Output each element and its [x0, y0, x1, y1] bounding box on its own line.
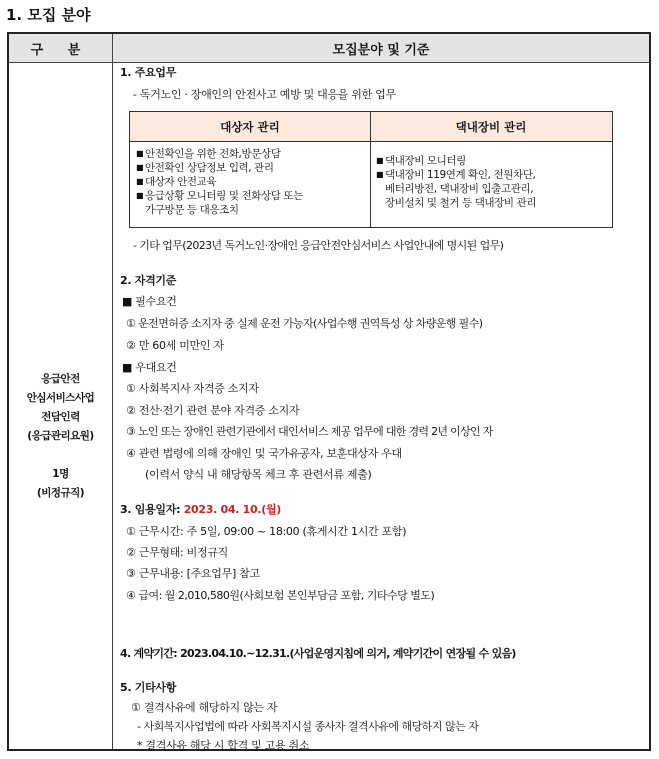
duties-inner-table	[129, 111, 613, 228]
position-line2: 안심서비스사업	[26, 392, 95, 404]
duties-other: - 기타 업무(2023년 독거노인·장애인 응급안전안심서비스 사업안내에 명시된 업무)	[133, 239, 504, 252]
employment-item-1: ① 근무시간: 주 5일, 09:00 ~ 18:00 (휴게시간 1시간 포함)	[126, 525, 407, 538]
other-item-3: * 결격사유 해당 시 합격 및 고용 취소	[137, 739, 310, 752]
employment-item-4: ④ 급여: 월 2,010,580원(사회보험 본인부담금 포함, 기타수당 별도)	[126, 589, 435, 602]
position-count: 1명	[52, 468, 69, 480]
section-heading: 1. 모집 분야	[6, 6, 91, 24]
other-item-1: ① 결격사유에 해당하지 않는 자	[131, 701, 278, 714]
position-line4: (응급관리요원)	[27, 430, 94, 442]
position-line3: 전담인력	[41, 411, 80, 423]
equipment-management-header: 댁내장비 관리	[370, 112, 612, 142]
target-management-list	[136, 147, 368, 217]
preferred-item-1: ① 사회복지사 자격증 소지자	[126, 382, 259, 395]
category-cell	[9, 63, 113, 749]
list-item: ■ 댁내장비 119연계 확인, 전원차단,	[376, 169, 536, 181]
target-management-header: 대상자 관리	[130, 112, 370, 142]
table-header-row	[9, 34, 649, 63]
preferred-item-2: ② 전산·전기 관련 분야 자격증 소지자	[126, 404, 300, 417]
list-item: ■ 안전확인 상담정보 입력, 관리	[136, 162, 274, 174]
list-item: ■ 안전확인을 위한 전화,방문상담	[136, 148, 281, 160]
header-category: 구 분	[9, 34, 113, 62]
required-label: ■ 필수요건	[122, 295, 177, 308]
list-item: ■ 응급상황 모니터링 및 전화상담 또는	[136, 190, 303, 202]
required-item-2: ② 만 60세 미만인 자	[126, 339, 224, 352]
employment-title	[120, 501, 281, 517]
position-info	[9, 370, 112, 503]
duties-intro: - 독거노인 · 장애인의 안전사고 예방 및 대응을 위한 업무	[133, 88, 396, 101]
required-item-1: ① 운전면허증 소지자 중 실제 운전 가능자(사업수행 권역특성 상 차량운행 필수)	[126, 317, 483, 330]
other-title: 5. 기타사항	[120, 681, 177, 694]
list-item: ■ 댁내장비 모니터링	[376, 155, 466, 167]
list-item-continued: 가구방문 등 대응조치	[145, 204, 239, 216]
list-item: ■ 대상자 안전교육	[136, 176, 217, 188]
contract-period: 4. 계약기간: 2023.04.10.~12.31.(사업운영지침에 의거, 계약기간이 연장될 수 있음)	[120, 647, 516, 660]
duties-title: 1. 주요업무	[120, 66, 177, 79]
header-criteria: 모집분야 및 기준	[332, 42, 430, 58]
employment-date: 2023. 04. 10.(월)	[183, 503, 282, 516]
preferred-label: ■ 우대요건	[122, 361, 177, 374]
position-line1: 응급안전	[41, 373, 80, 385]
list-item-continued: 베터리방전, 댁내장비 입출고관리,	[385, 183, 534, 195]
qualifications-note: (이력서 양식 내 해당항목 체크 후 관련서류 제출)	[145, 468, 372, 481]
equipment-management-list	[376, 154, 612, 210]
employment-item-2: ② 근무형태: 비정규직	[126, 546, 228, 559]
employment-item-3: ③ 근무내용: [주요업무] 참고	[126, 567, 260, 580]
preferred-item-3: ③ 노인 또는 장애인 관련기관에서 대인서비스 제공 업무에 대한 경력 2년 이상인 자	[126, 425, 493, 438]
inner-divider	[370, 112, 371, 227]
position-type: (비정규직)	[36, 487, 85, 499]
employment-title-label: 3. 임용일자:	[120, 503, 184, 516]
qualifications-title: 2. 자격기준	[120, 274, 177, 287]
preferred-item-4: ④ 관련 법령에 의해 장애인 및 국가유공자, 보훈대상자 우대	[126, 447, 402, 460]
list-item-continued: 장비설치 및 철거 등 댁내장비 관리	[385, 197, 537, 209]
other-item-2: - 사회복지사업법에 따라 사회복지시설 종사자 결격사유에 해당하지 않는 자	[137, 720, 479, 733]
